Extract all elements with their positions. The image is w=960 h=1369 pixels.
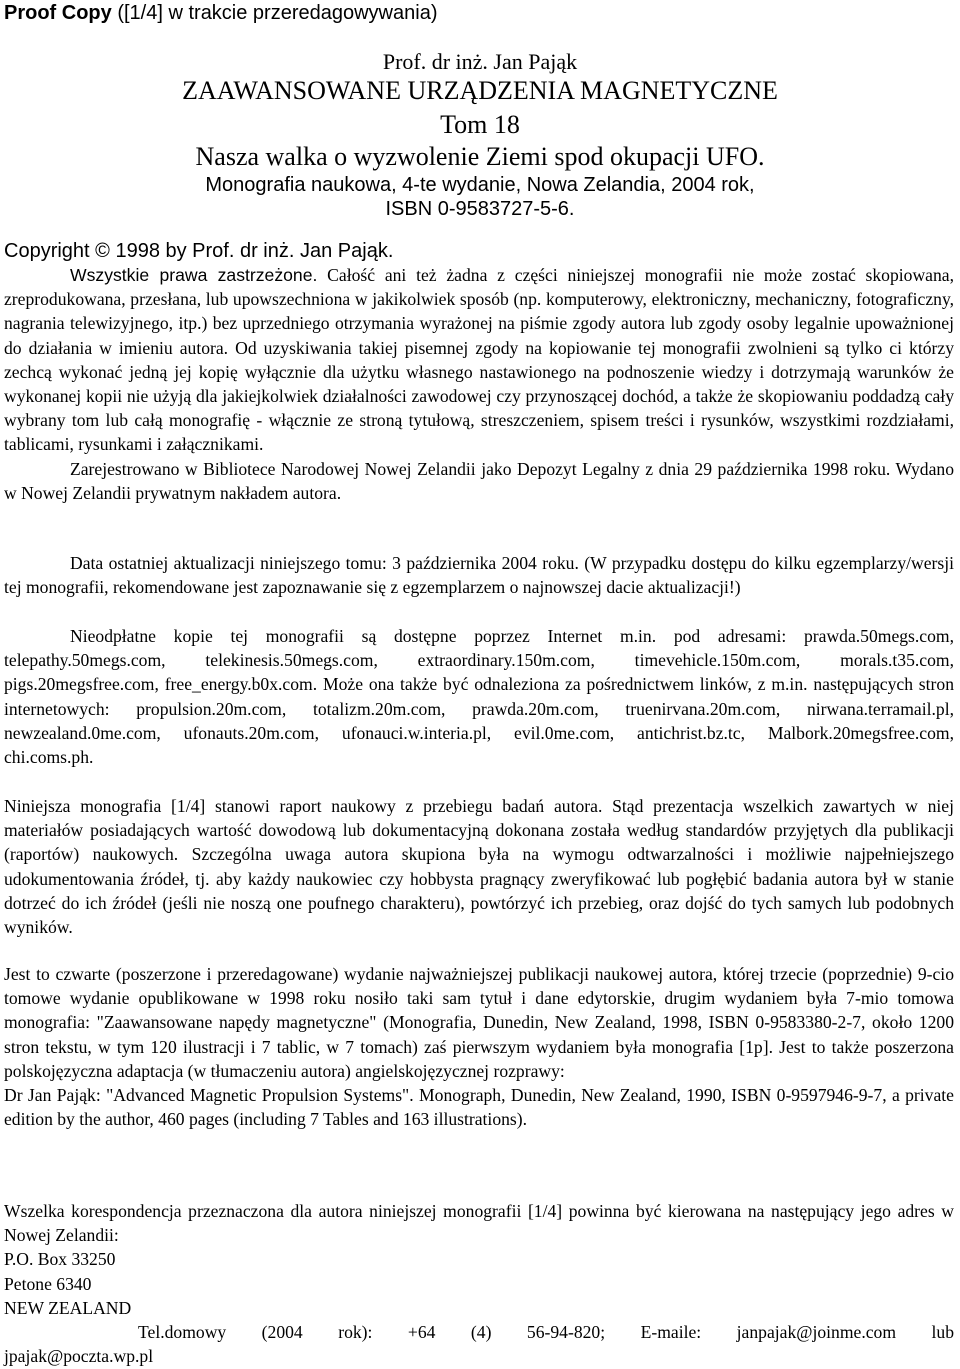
isbn-line: ISBN 0-9583727-5-6. <box>385 198 575 220</box>
rights-section <box>4 263 954 505</box>
rights-paragraph <box>4 263 954 457</box>
copyright-line: Copyright © 1998 by Prof. dr inż. Jan Pająk. <box>4 240 394 262</box>
correspondence-paragraph: Wszelka korespondencja przeznaczona dla autora niniejszej monografii [1/4] powinna być kierowana na następujący jego adres w Nowej Zelandii: <box>4 1201 954 1246</box>
english-reference: Dr Jan Pająk: "Advanced Magnetic Propulsion Systems". Monograph, Dunedin, New Zealand, 1990, ISBN 0-9597946-9-7, a private edition by the author, 460 pages (including 7 Tables and 163 illustrations). <box>4 1085 954 1130</box>
update-section <box>4 551 954 599</box>
rights-lead: Wszystkie prawa zastrzeżone. <box>70 265 318 285</box>
contact-line: Tel.domowy (2004 rok): +64 (4) 56-94-820; E-maile: janpajak@joinme.com lub <box>138 1322 954 1343</box>
proof-label: Proof Copy <box>4 2 112 24</box>
registration-paragraph: Zarejestrowano w Bibliotece Narodowej Nowej Zelandii jako Depozyt Legalny z dnia 29 października 1998 roku. Wydano w Nowej Zelandii prywatnym nakładem autora. <box>4 458 954 503</box>
address-line-2: Petone 6340 <box>4 1273 92 1294</box>
report-paragraph: Niniejsza monografia [1/4] stanowi raport naukowy z przebiegu badań autora. Stąd prezentacja wszelkich zawartych w niej materiałów posiadających wartość dowodową lub dokumentacyjną dokonana została według standardów przyjętych dla publikacji (raportów) naukowych. Szczególna uwaga autora skupiona była na wymogu odtwarzalności i możliwie najpełniejszego udokumentowania źródeł, tj. aby każdy naukowiec czy hobbysta pragnący zweryfikować lub pogłębić badania autora był w stanie dotrzeć do ich źródeł (jeśli nie noszą one poufnego charakteru), powtórzyć ich przebieg, oraz dojść do tych samych lub podobnych wyników. <box>4 796 954 938</box>
free-copies-section <box>4 624 954 769</box>
rights-text: Całość ani też żadna z części niniejszej monografii nie może zostać skopiowana, zreprodukowana, przesłana, lub upowszechniona w jakikolwiek sposób (np. komputerowy, elektroniczny, mechaniczny, fotograficzny, nagrania telewizyjnego, itp.) bez uprzedniego otrzymania wyrażonej na piśmie zgody autora lub zgody osoby legalnie upoważnionej do działania w imieniu autora. <box>4 265 954 358</box>
report-section <box>4 794 954 939</box>
author-line: Prof. dr inż. Jan Pająk <box>382 49 578 74</box>
address-line-3: NEW ZEALAND <box>4 1297 132 1318</box>
volume-title: Tom 18 <box>440 110 520 139</box>
subtitle: Nasza walka o wyzwolenie Ziemi spod okupacji UFO. <box>195 142 765 171</box>
free-copies-paragraph: Nieodpłatne kopie tej monografii są dostępne poprzez Internet m.in. pod adresami: prawda.50megs.com, telepathy.50megs.com, telekinesis.50megs.com, extraordinary.150m.com, timevehicle.150m.com, morals.t35.com, pigs.20megsfree.com, free_energy.b0x.com. Może ona także być odnaleziona za pośrednictwem linków, z m.in. następujących stron internetowych: propulsion.20m.com, totalizm.20m.com, prawda.20m.com, truenirvana.20m.com, nirwana.terramail.pl, newzealand.0me.com, ufonauts.20m.com, ufonauci.w.interia.pl, evil.0me.com, antichrist.bz.tc, Malbork.20megsfree.com, chi.coms.ph. <box>4 626 954 768</box>
address-line-1: P.O. Box 33250 <box>4 1249 116 1270</box>
edition-info-paragraph: Jest to czwarte (poszerzone i przeredagowane) wydanie najważniejszej publikacji naukowej autora, której trzecie (poprzednie) 9-cio tomowe wydanie opublikowane w 1998 roku nosiło taki sam tytuł i dane edytorskie, drugim wydaniem była 7-mio tomowa monografia: "Zaawansowane napędy magnetyczne" (Monografia, Dunedin, New Zealand, 1998, ISBN 0-9583380-2-7, około 1200 stron tekstu, w tym 120 ilustracji i 7 tablic, w 7 tomach) zaś pierwszym wydaniem była monografia [1p]. Jest to także poszerzona polskojęzyczna adaptacja (w tłumaczeniu autora) angielskojęzycznej rozprawy: <box>4 964 954 1081</box>
proof-header <box>4 2 437 25</box>
update-paragraph: Data ostatniej aktualizacji niniejszego tomu: 3 października 2004 roku. (W przypadku dostępu do kilku egzemplarzy/wersji tej monografii, rekomendowane jest zapoznawanie się z egzemplarzem o najnowszej dacie aktualizacji!) <box>4 553 954 598</box>
proof-note: ([1/4] w trakcie przeredagowywania) <box>111 2 438 24</box>
contact-email-2: jpajak@poczta.wp.pl <box>4 1346 154 1367</box>
edition-info-section <box>4 962 954 1131</box>
main-title: ZAAWANSOWANE URZĄDZENIA MAGNETYCZNE <box>182 76 778 105</box>
rights-text-2: Od uzyskiwania takiej pisemnej zgody na kopiowanie tej monografii zwolnieni są tylko ci którzy zechcą wykonać jedną jej kopię wyłącznie dla użytku własnego nastawionego na podnoszenie wiedzy i dotrzymają warunków że wykonanej kopii nie użyją dla jakiejkolwiek działalności zawodowej czy przynoszącej dochód, a także że skopiowaniu poddadzą cały wybrany tom lub całą monografię - włącznie ze stroną tytułową, streszczeniem, spisem treści i rysunków, wszystkimi rozdziałami, tablicami, rysunkami i załącznikami. <box>4 337 954 455</box>
edition-line: Monografia naukowa, 4-te wydanie, Nowa Zelandia, 2004 rok, <box>205 174 755 196</box>
correspondence-section <box>4 1199 954 1368</box>
